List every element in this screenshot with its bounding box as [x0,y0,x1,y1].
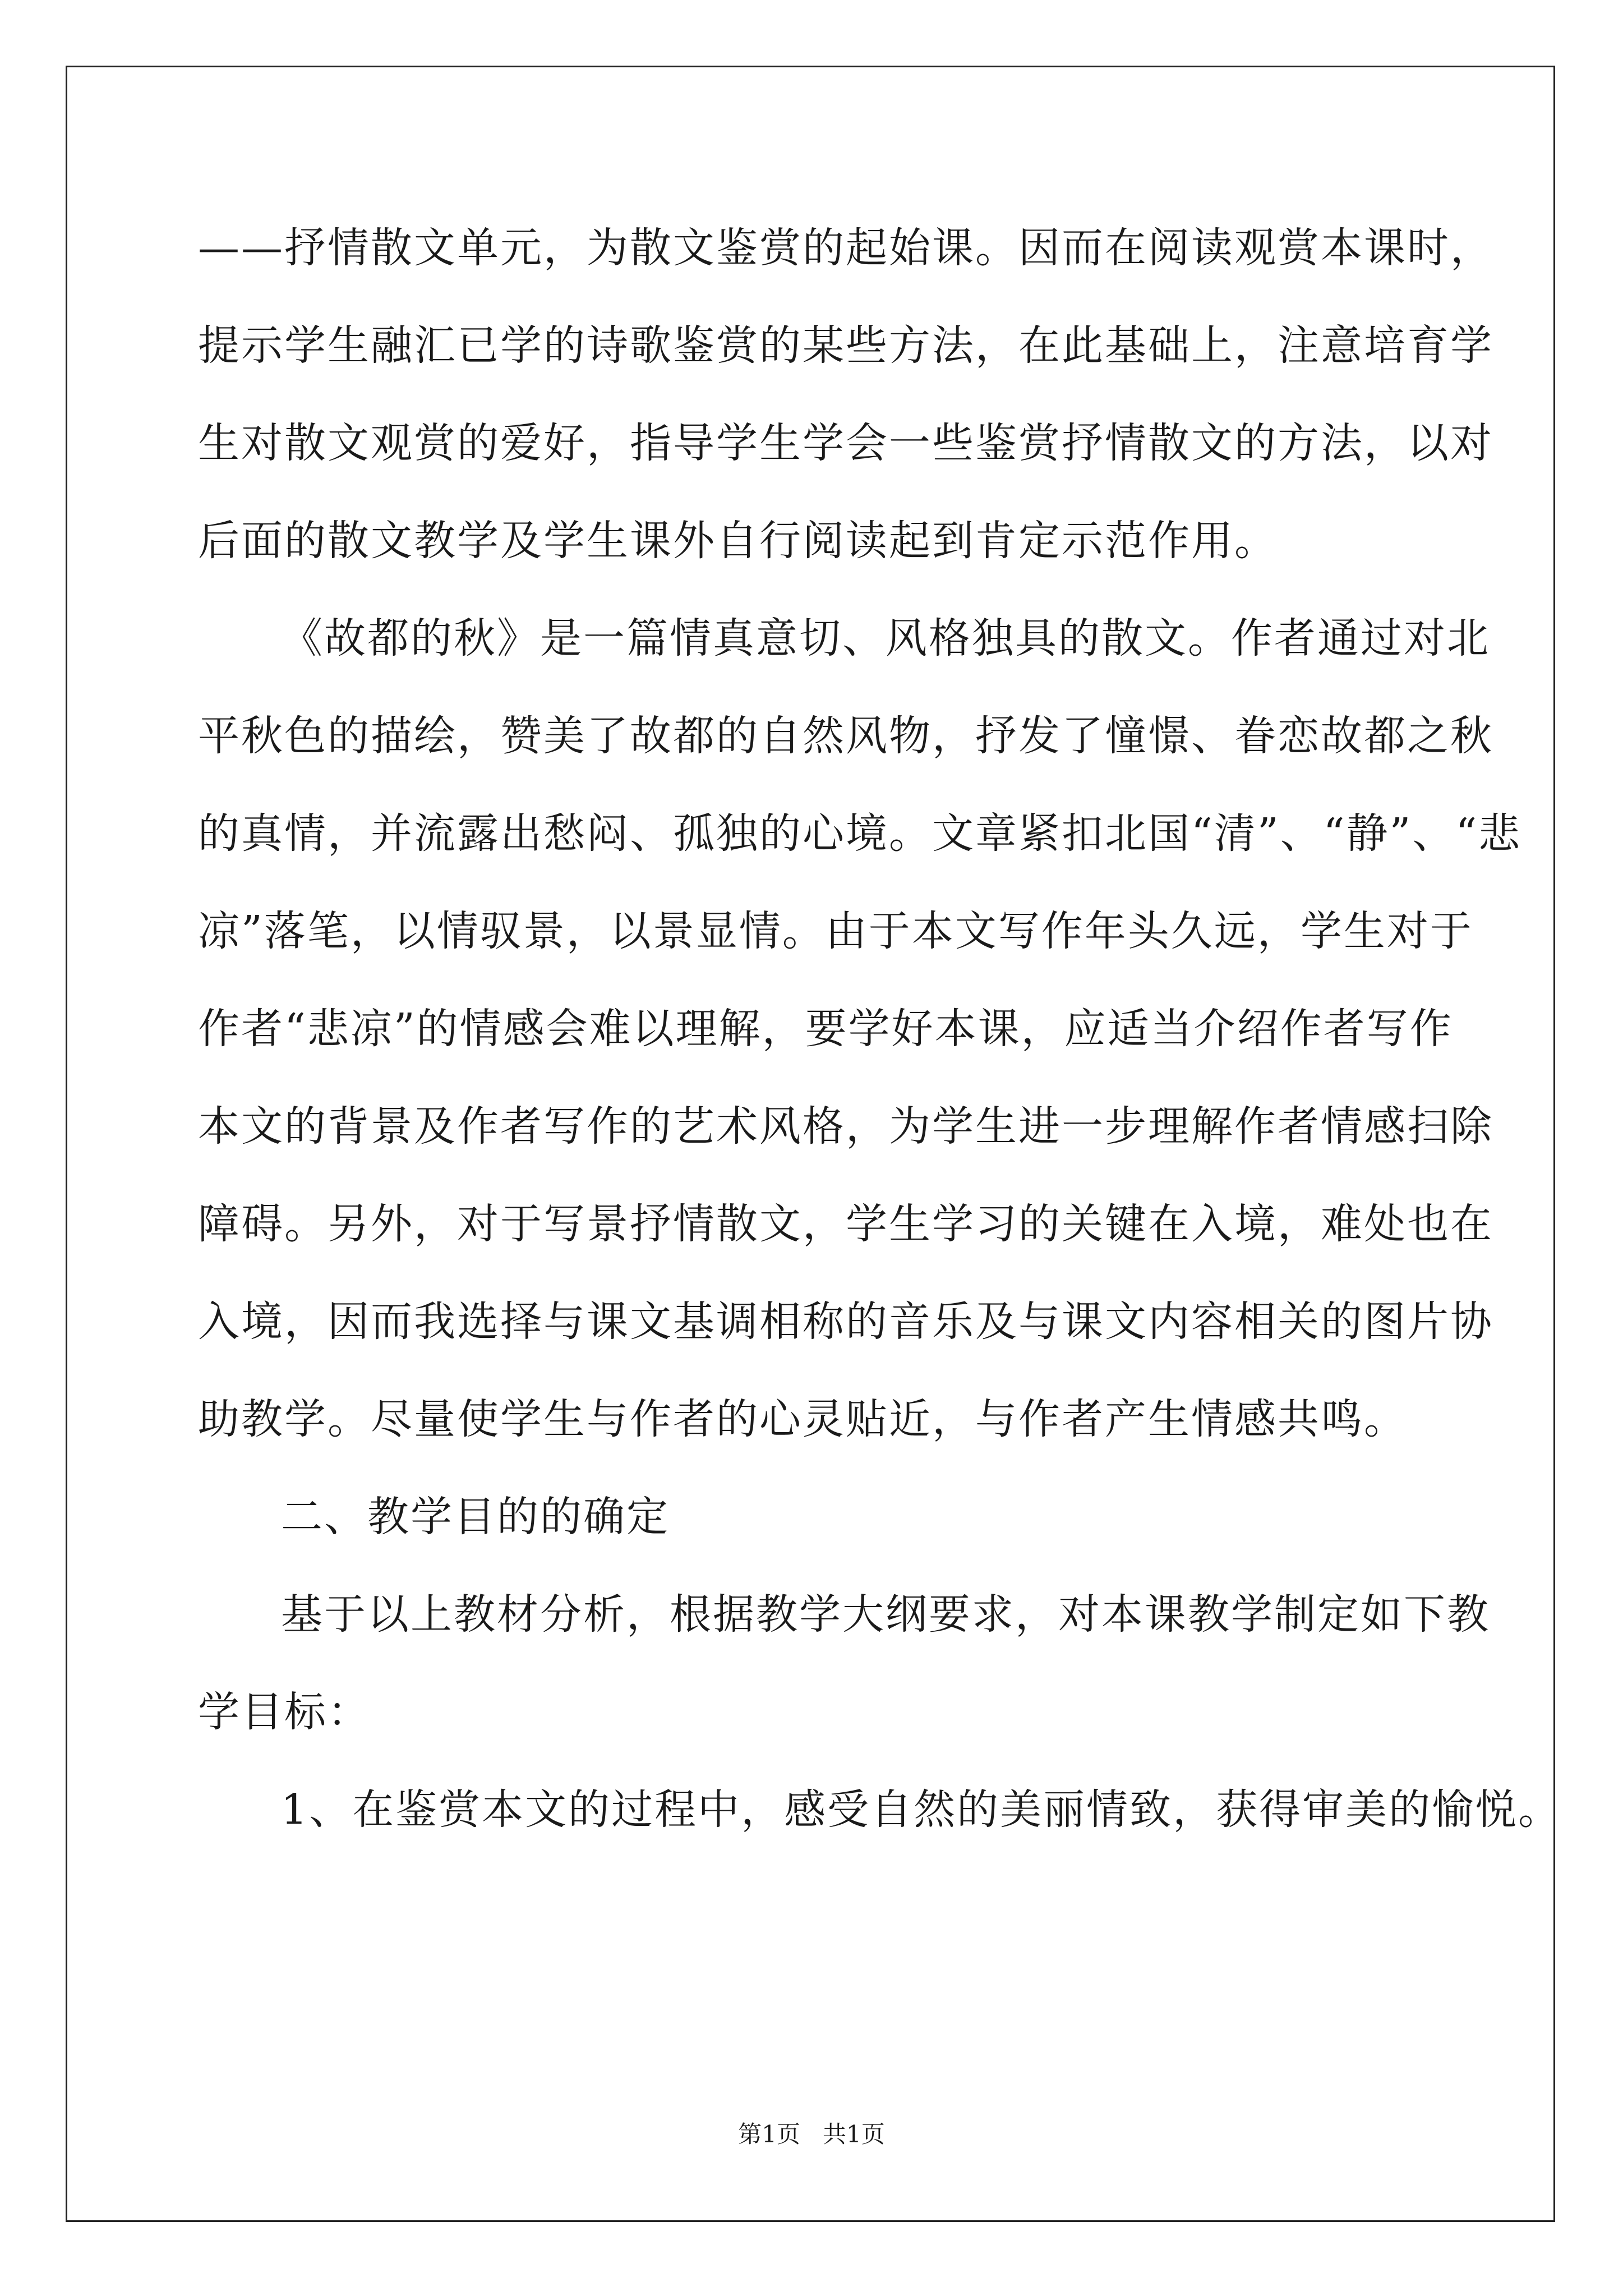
section-heading: 二、教学目的的确定 [281,1493,670,1541]
text-line: 入境，因而我选择与课文基调相称的音乐及与课文内容相关的图片协 [198,1297,1493,1346]
text-line: ——抒情散文单元，为散文鉴赏的起始课。因而在阅读观赏本课时， [198,224,1493,272]
paragraph-start-line: 《故都的秋》是一篇情真意切、风格独具的散文。作者通过对北 [281,614,1490,662]
text-line: 平秋色的描绘，赞美了故都的自然风物，抒发了憧憬、眷恋故都之秋 [198,712,1493,760]
document-body [198,199,1562,1858]
page-number-footer: 第1页 共1页 [738,2120,885,2148]
text-line: 学目标： [198,1688,371,1736]
text-line: 后面的散文教学及学生课外自行阅读起到肯定示范作用。 [198,517,1278,565]
text-line: 障碍。另外，对于写景抒情散文，学生学习的关键在入境，难处也在 [198,1200,1493,1248]
text-line: 生对散文观赏的爱好，指导学生学会一些鉴赏抒情散文的方法，以对 [198,419,1493,467]
text-line: 的真情，并流露出愁闷、孤独的心境。文章紧扣北国“清”、“静”、“悲 [198,809,1522,858]
text-line: 助教学。尽量使学生与作者的心灵贴近，与作者产生情感共鸣。 [198,1395,1407,1443]
text-line: 作者“悲凉”的情感会难以理解，要学好本课，应适当介绍作者写作 [198,1005,1453,1053]
text-line: 提示学生融汇已学的诗歌鉴赏的某些方法，在此基础上，注意培育学 [198,321,1493,370]
text-line: 凉”落笔，以情驭景，以景显情。由于本文写作年头久远，学生对于 [198,907,1473,955]
paragraph-start-line: 基于以上教材分析，根据教学大纲要求，对本课教学制定如下教 [281,1590,1490,1639]
text-line: 本文的背景及作者写作的艺术风格，为学生进一步理解作者情感扫除 [198,1102,1493,1151]
list-item: 1、在鉴赏本文的过程中，感受自然的美丽情致，获得审美的愉悦。 [281,1786,1562,1834]
